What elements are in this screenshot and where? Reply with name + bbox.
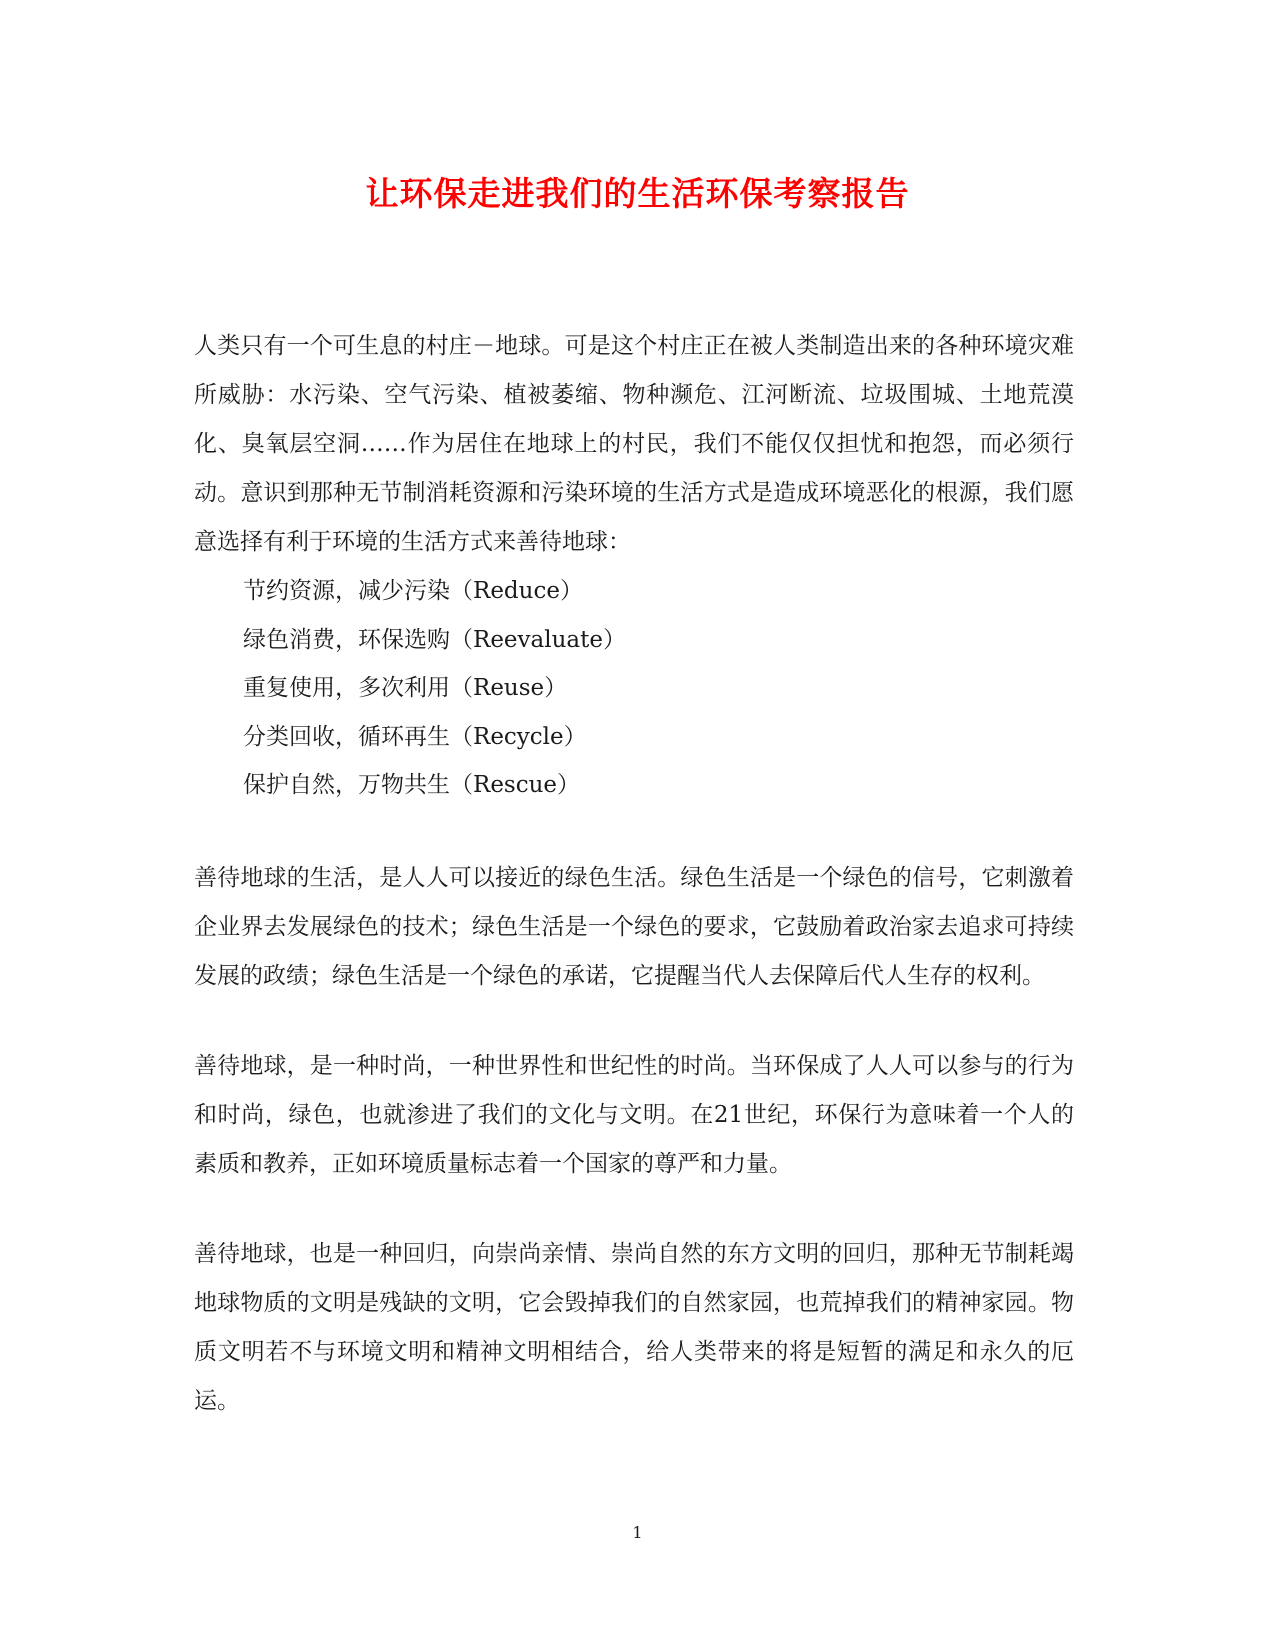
principle-reevaluate: 绿色消费，环保选购（Reevaluate） [243,626,626,653]
principle-recycle: 分类回收，循环再生（Recycle） [243,723,587,750]
principles-list [194,567,1074,810]
principle-reuse: 重复使用，多次利用（Reuse） [243,675,568,701]
document-body [194,322,1074,1426]
paragraph-fashion: 善待地球，是一种时尚，一种世界性和世纪性的时尚。当环保成了人人可以参与的行为和时尚，绿色，也就渗进了我们的文化与文明。在21世纪，环保行为意味着一个人的素质和教养，正如环境质量标志着一个国家的尊严和力量。 [194,1052,1074,1177]
principle-rescue: 保护自然，万物共生（Rescue） [243,772,581,798]
document-title: 让环保走进我们的生活环保考察报告 [365,174,910,213]
paragraph-green-life: 善待地球的生活，是人人可以接近的绿色生活。绿色生活是一个绿色的信号，它刺激着企业界去发展绿色的技术；绿色生活是一个绿色的要求，它鼓励着政治家去追求可持续发展的政绩；绿色生活是一个绿色的承诺，它提醒当代人去保障后代人生存的权利。 [194,864,1074,989]
page-number: 1 [632,1523,643,1542]
principle-reduce: 节约资源，减少污染（Reduce） [243,578,583,604]
paragraph-intro: 人类只有一个可生息的村庄－地球。可是这个村庄正在被人类制造出来的各种环境灾难所威胁：水污染、空气污染、植被萎缩、物种濒危、江河断流、垃圾围城、土地荒漠化、臭氧层空洞……作为居住在地球上的村民，我们不能仅仅担忧和抱怨，而必须行动。意识到那种无节制消耗资源和污染环境的生活方式是造成环境恶化的根源，我们愿意选择有利于环境的生活方式来善待地球： [194,333,1074,555]
paragraph-return: 善待地球，也是一种回归，向崇尚亲情、崇尚自然的东方文明的回归，那种无节制耗竭地球物质的文明是残缺的文明，它会毁掉我们的自然家园，也荒掉我们的精神家园。物质文明若不与环境文明和精神文明相结合，给人类带来的将是短暂的满足和永久的厄运。 [194,1240,1074,1414]
